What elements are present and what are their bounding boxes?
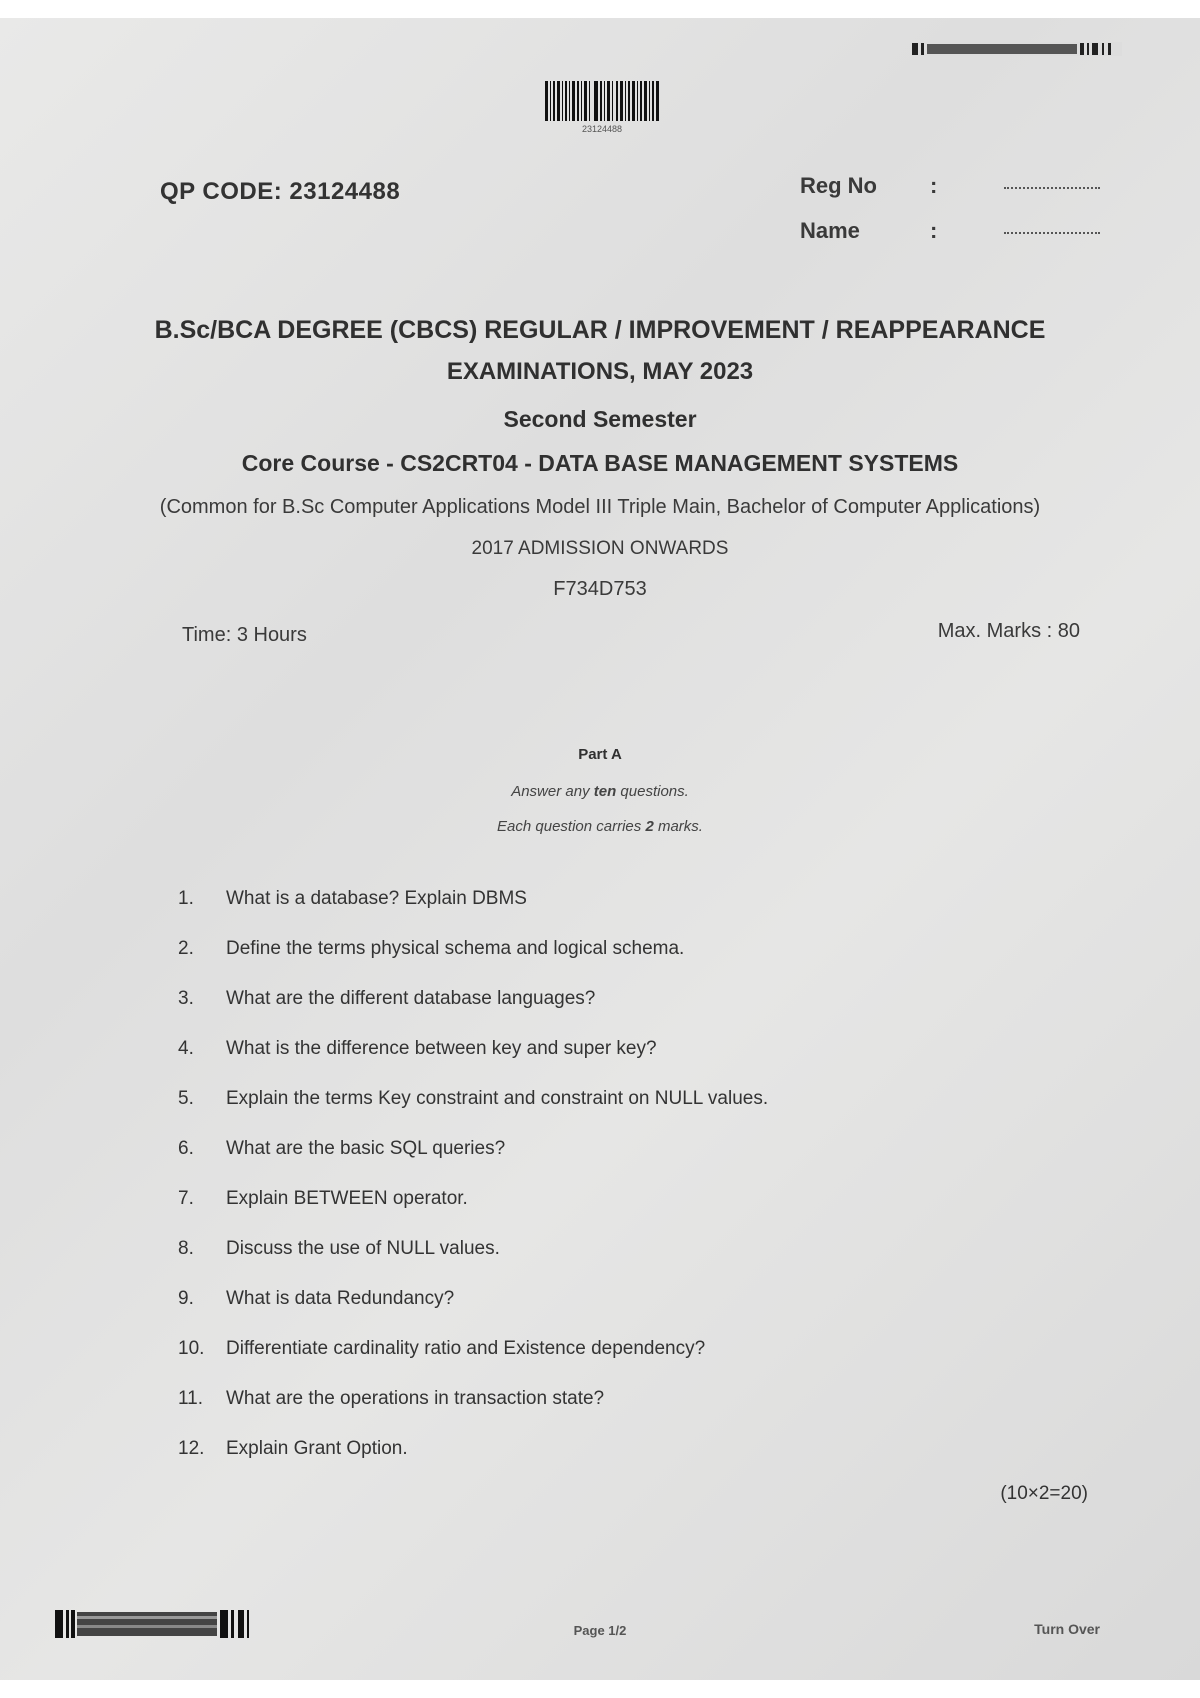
- question-list: [178, 888, 1118, 1488]
- reg-no-row: [800, 173, 1110, 218]
- question-item: 4. What is the difference between key and super key?: [178, 1038, 657, 1059]
- name-row: [800, 218, 1110, 263]
- name-blank: [1004, 232, 1100, 234]
- question-item: 8. Discuss the use of NULL values.: [178, 1238, 500, 1259]
- part-a-title: Part A: [578, 746, 622, 763]
- barcode-top-right: [912, 42, 1122, 56]
- qp-code: QP CODE: 23124488: [160, 178, 401, 205]
- question-item: 10. Differentiate cardinality ratio and Existence dependency?: [178, 1338, 706, 1359]
- instruction-marks: Each question carries 2 marks.: [497, 818, 703, 835]
- question-item: 12. Explain Grant Option.: [178, 1438, 408, 1459]
- question-item: 5. Explain the terms Key constraint and constraint on NULL values.: [178, 1088, 769, 1109]
- exam-title: EXAMINATIONS, MAY 2023: [446, 358, 754, 385]
- page-number: Page 1/2: [573, 1623, 627, 1638]
- question-item: 2. Define the terms physical schema and logical schema.: [178, 938, 685, 959]
- instruction-answer: Answer any ten questions.: [511, 783, 689, 800]
- admission-note: 2017 ADMISSION ONWARDS: [471, 538, 729, 559]
- barcode-number: 23124488: [581, 124, 623, 134]
- reg-no-label: Reg No: [800, 173, 877, 198]
- semester-title: Second Semester: [503, 406, 697, 432]
- question-item: 11. What are the operations in transaction state?: [178, 1388, 605, 1409]
- name-colon: :: [930, 218, 938, 243]
- question-item: 6. What are the basic SQL queries?: [178, 1138, 506, 1159]
- question-item: 7. Explain BETWEEN operator.: [178, 1188, 468, 1209]
- name-label: Name: [800, 218, 860, 243]
- question-item: 3. What are the different database languages?: [178, 988, 596, 1009]
- question-item: 1. What is a database? Explain DBMS: [178, 888, 527, 909]
- part-a-total: (10×2=20): [1000, 1483, 1088, 1504]
- turn-over: Turn Over: [1034, 1621, 1100, 1637]
- common-note: (Common for B.Sc Computer Applications Model III Triple Main, Bachelor of Computer Applications): [159, 496, 1041, 518]
- question-item: 9. What is data Redundancy?: [178, 1288, 455, 1309]
- reg-no-colon: :: [930, 173, 938, 198]
- exam-paper: [0, 18, 1200, 1680]
- reg-no-blank: [1004, 187, 1100, 189]
- reg-block: [800, 173, 1110, 263]
- time-allowed: Time: 3 Hours: [182, 624, 307, 646]
- paper-code: F734D753: [553, 578, 647, 600]
- degree-title: B.Sc/BCA DEGREE (CBCS) REGULAR / IMPROVEMENT / REAPPEARANCE: [154, 316, 1046, 344]
- course-title: Core Course - CS2CRT04 - DATA BASE MANAGEMENT SYSTEMS: [241, 450, 959, 476]
- max-marks: Max. Marks : 80: [937, 620, 1080, 642]
